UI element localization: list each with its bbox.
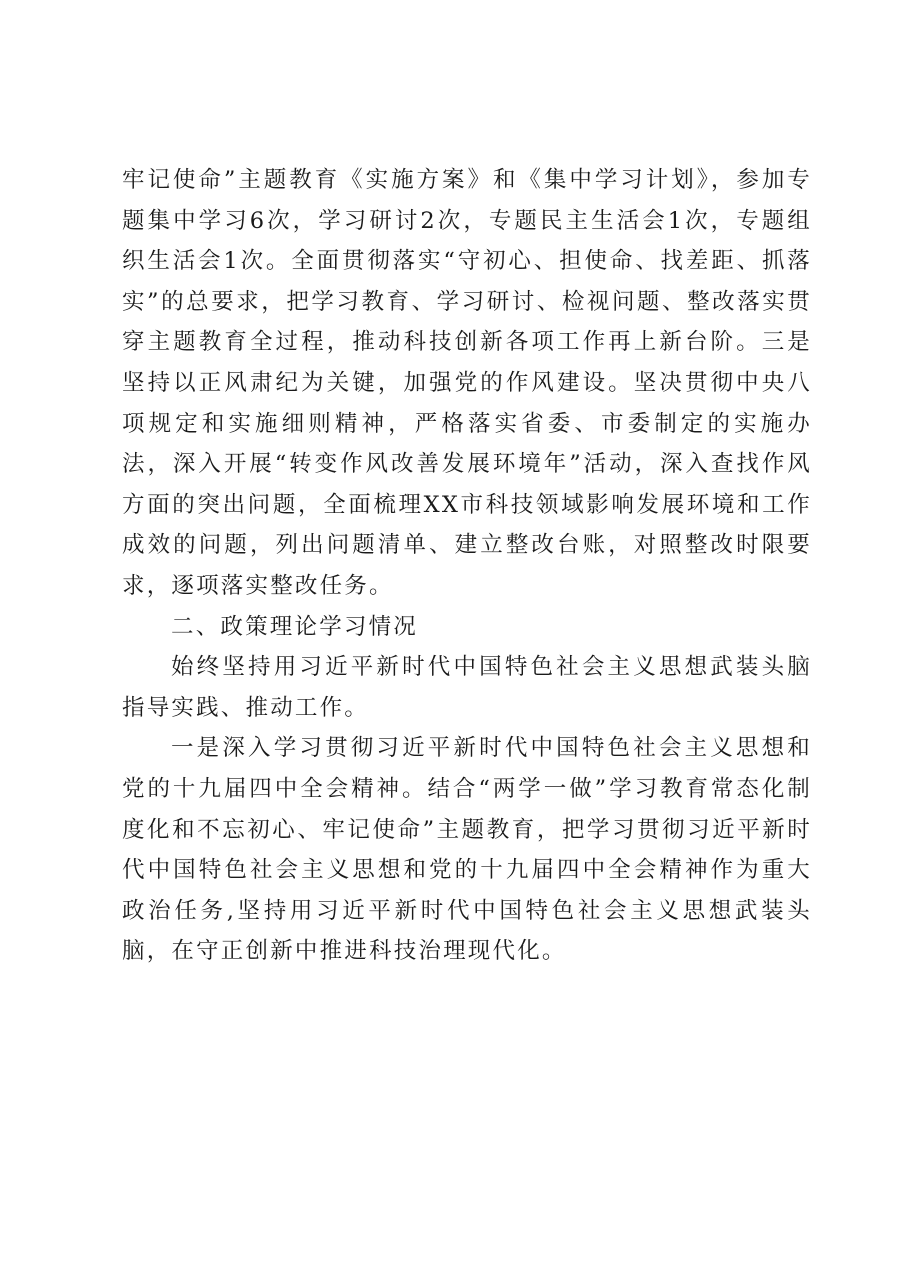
section-heading: 二、政策理论学习情况 [171, 613, 419, 640]
paragraph-intro: 始终坚持用习近平新时代中国特色社会主义思想武装头脑指导实践、推动工作。 [122, 654, 812, 721]
paragraph-point-one: 一是深入学习贯彻习近平新时代中国特色社会主义思想和党的十九届四中全会精神。结合“两学一做”学习教育常态化制度化和不忘初心、牢记使命”主题教育，把学习贯彻习近平新时代中国特色社会主义思想和党的十九届四中全会精神作为重大政治任务,坚持用习近平新时代中国特色社会主义思想武装头脑，在守正创新中推进科技治理现代化。 [122, 735, 812, 965]
document-body [122, 160, 812, 972]
paragraph-continuation: 牢记使命”主题教育《实施方案》和《集中学习计划》，参加专题集中学习6次，学习研讨2次，专题民主生活会1次，专题组织生活会1次。全面贯彻落实“守初心、担使命、找差距、抓落实”的总要求，把学习教育、学习研讨、检视问题、整改落实贯穿主题教育全过程，推动科技创新各项工作再上新台阶。三是坚持以正风肃纪为关键，加强党的作风建设。坚决贯彻中央八项规定和实施细则精神，严格落实省委、市委制定的实施办法，深入开展“转变作风改善发展环境年”活动，深入查找作风方面的突出问题，全面梳理XX市科技领域影响发展环境和工作成效的问题，列出问题清单、建立整改台账，对照整改时限要求，逐项落实整改任务。 [122, 167, 812, 599]
